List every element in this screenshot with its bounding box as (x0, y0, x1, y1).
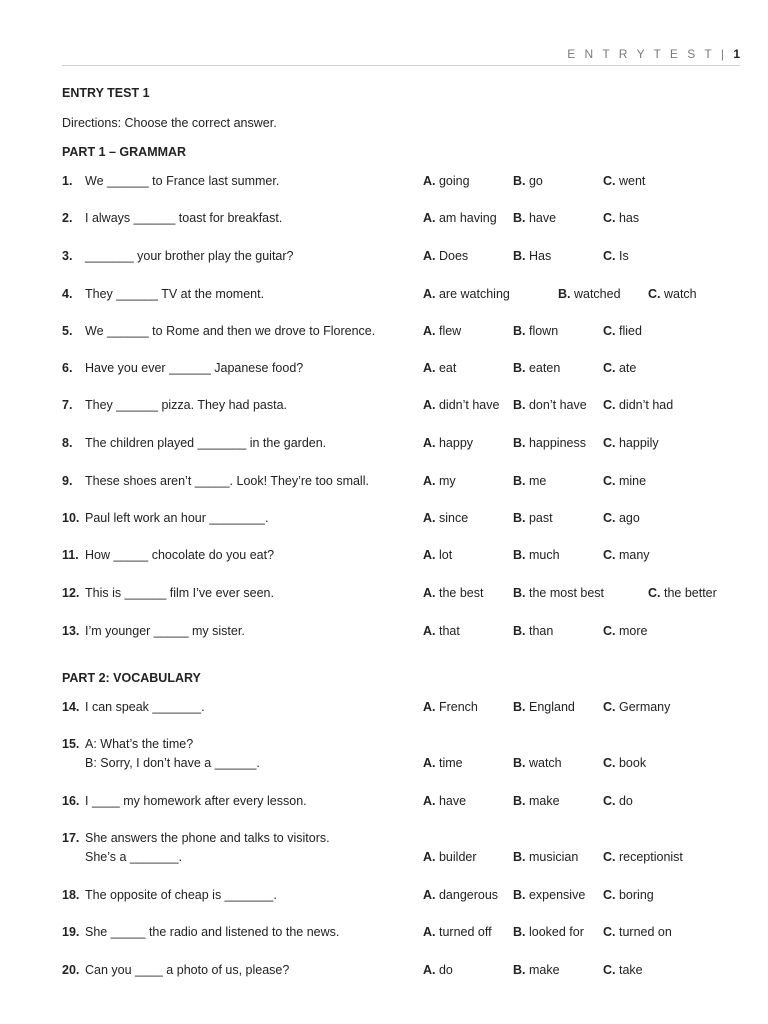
option-b[interactable] (513, 361, 560, 375)
question-item (62, 287, 762, 305)
option-text: happily (618, 436, 659, 450)
option-a[interactable] (423, 211, 497, 225)
option-text: boring (618, 888, 654, 902)
part1-title: PART 1 – GRAMMAR (62, 145, 187, 159)
question-item (62, 794, 762, 812)
option-text: French (438, 700, 478, 714)
option-c[interactable] (603, 211, 639, 225)
question-text: We ______ to Rome and then we drove to Florence. (85, 324, 376, 338)
question-number: 7. (62, 398, 73, 412)
option-b[interactable] (513, 211, 556, 225)
question-item (62, 249, 762, 267)
option-text: turned off (438, 925, 492, 939)
option-letter: A. (423, 436, 436, 450)
option-text: looked for (528, 925, 584, 939)
option-text: the most best (528, 586, 605, 600)
option-a[interactable] (423, 436, 473, 450)
question-number: 11. (62, 548, 79, 562)
question-text: _______ your brother play the guitar? (85, 249, 294, 263)
option-letter: A. (423, 548, 436, 562)
question-item (62, 211, 762, 229)
option-b[interactable] (513, 794, 560, 808)
option-text: do (438, 963, 453, 977)
test-title: ENTRY TEST 1 (62, 86, 150, 100)
option-c[interactable] (603, 436, 659, 450)
option-text: are watching (438, 287, 510, 301)
option-text: expensive (528, 888, 586, 902)
option-a[interactable] (423, 586, 483, 600)
option-text: Does (438, 249, 469, 263)
option-b[interactable] (513, 548, 560, 562)
question-text: I always ______ toast for breakfast. (85, 211, 283, 225)
option-text: didn’t have (438, 398, 500, 412)
option-letter: A. (423, 963, 436, 977)
option-letter: A. (423, 624, 436, 638)
option-b[interactable] (513, 249, 551, 263)
question-item (62, 361, 762, 379)
option-letter: C. (603, 511, 616, 525)
option-text: many (618, 548, 650, 562)
option-letter: A. (423, 925, 436, 939)
option-a[interactable] (423, 925, 492, 939)
option-text: England (528, 700, 575, 714)
question-item (62, 436, 762, 454)
option-letter: B. (513, 888, 526, 902)
option-letter: B. (513, 794, 526, 808)
option-letter: B. (513, 398, 526, 412)
option-letter: C. (603, 398, 616, 412)
option-letter: C. (603, 963, 616, 977)
option-text: make (528, 794, 560, 808)
question-text: We ______ to France last summer. (85, 174, 280, 188)
option-letter: B. (513, 174, 526, 188)
option-letter: B. (558, 287, 571, 301)
option-letter: B. (513, 436, 526, 450)
option-text: went (618, 174, 646, 188)
option-text: mine (618, 474, 647, 488)
question-number: 20. (62, 963, 80, 977)
option-text: happiness (528, 436, 586, 450)
question-item (62, 174, 762, 192)
option-text: the best (438, 586, 484, 600)
option-c[interactable] (603, 624, 647, 638)
option-text: ago (618, 511, 640, 525)
option-a[interactable] (423, 963, 453, 977)
question-text: These shoes aren’t _____. Look! They’re too small. (85, 474, 369, 488)
option-text: me (528, 474, 547, 488)
question-number: 6. (62, 361, 73, 375)
question-item (62, 700, 762, 718)
question-text: I ____ my homework after every lesson. (85, 794, 307, 808)
option-text: watch (528, 756, 562, 770)
option-a[interactable] (423, 249, 468, 263)
option-text: watched (573, 287, 621, 301)
option-b[interactable] (513, 756, 562, 770)
option-letter: B. (513, 850, 526, 864)
option-text: have (528, 211, 557, 225)
question-text-line2: She’s a _______. (85, 850, 183, 864)
question-item (62, 586, 762, 604)
question-text: I’m younger _____ my sister. (85, 624, 245, 638)
option-letter: B. (513, 586, 526, 600)
option-text: has (618, 211, 640, 225)
question-text: Can you ____ a photo of us, please? (85, 963, 290, 977)
question-item (62, 624, 762, 642)
option-b[interactable] (513, 398, 587, 412)
option-letter: A. (423, 211, 436, 225)
option-b[interactable] (513, 925, 584, 939)
option-letter: C. (603, 474, 616, 488)
option-text: make (528, 963, 560, 977)
option-b[interactable] (513, 700, 575, 714)
option-text: take (618, 963, 643, 977)
option-letter: A. (423, 511, 436, 525)
option-a[interactable] (423, 361, 456, 375)
question-item (62, 888, 762, 906)
option-b[interactable] (558, 287, 621, 301)
option-letter: C. (603, 850, 616, 864)
option-text: my (438, 474, 456, 488)
option-text: do (618, 794, 633, 808)
option-text: time (438, 756, 463, 770)
question-text: The opposite of cheap is _______. (85, 888, 277, 902)
option-text: lot (438, 548, 453, 562)
option-text: Is (618, 249, 629, 263)
question-item (62, 398, 762, 416)
option-a[interactable] (423, 850, 477, 864)
question-item (62, 324, 762, 342)
option-letter: B. (513, 249, 526, 263)
option-c[interactable] (603, 249, 629, 263)
option-letter: B. (513, 925, 526, 939)
question-text: The children played _______ in the garden. (85, 436, 327, 450)
option-c[interactable] (603, 700, 670, 714)
option-letter: C. (603, 794, 616, 808)
option-a[interactable] (423, 700, 478, 714)
question-item (62, 831, 762, 864)
option-text: builder (438, 850, 477, 864)
option-text: ate (618, 361, 637, 375)
option-b[interactable] (513, 586, 604, 600)
question-item (62, 511, 762, 529)
question-number: 4. (62, 287, 73, 301)
option-a[interactable] (423, 511, 468, 525)
option-letter: A. (423, 398, 436, 412)
option-text: eaten (528, 361, 561, 375)
option-text: watch (663, 287, 697, 301)
option-letter: B. (513, 700, 526, 714)
header-title: E N T R Y T E S T (567, 47, 715, 61)
question-number: 9. (62, 474, 73, 488)
option-letter: C. (603, 436, 616, 450)
option-c[interactable] (603, 925, 672, 939)
option-text: past (528, 511, 553, 525)
option-b[interactable] (513, 174, 543, 188)
option-text: dangerous (438, 888, 499, 902)
option-letter: C. (603, 888, 616, 902)
question-number: 1. (62, 174, 73, 188)
option-a[interactable] (423, 624, 460, 638)
option-letter: B. (513, 211, 526, 225)
option-letter: A. (423, 174, 436, 188)
option-c[interactable] (603, 756, 646, 770)
question-number: 12. (62, 586, 80, 600)
question-number: 16. (62, 794, 80, 808)
option-letter: A. (423, 700, 436, 714)
option-b[interactable] (513, 888, 585, 902)
question-item (62, 963, 762, 981)
option-a[interactable] (423, 287, 510, 301)
option-letter: C. (603, 324, 616, 338)
option-a[interactable] (423, 174, 470, 188)
option-letter: C. (603, 624, 616, 638)
question-number: 13. (62, 624, 80, 638)
option-letter: C. (603, 548, 616, 562)
option-text: than (528, 624, 554, 638)
option-text: go (528, 174, 543, 188)
option-text: Has (528, 249, 552, 263)
option-c[interactable] (648, 586, 717, 600)
option-letter: B. (513, 361, 526, 375)
option-text: receptionist (618, 850, 683, 864)
option-letter: C. (603, 211, 616, 225)
question-text: A: What’s the time? (85, 737, 194, 751)
option-text: book (618, 756, 647, 770)
option-letter: B. (513, 511, 526, 525)
option-letter: C. (603, 249, 616, 263)
header-divider (62, 65, 740, 66)
question-text: They ______ pizza. They had pasta. (85, 398, 287, 412)
question-number: 19. (62, 925, 80, 939)
option-letter: A. (423, 586, 436, 600)
option-c[interactable] (603, 398, 673, 412)
option-text: the better (663, 586, 717, 600)
option-letter: B. (513, 324, 526, 338)
option-letter: B. (513, 624, 526, 638)
question-text: Have you ever ______ Japanese food? (85, 361, 304, 375)
question-text: I can speak _______. (85, 700, 205, 714)
option-letter: C. (603, 925, 616, 939)
option-letter: A. (423, 794, 436, 808)
option-a[interactable] (423, 548, 452, 562)
option-letter: A. (423, 287, 436, 301)
page-number: 1 (733, 47, 740, 61)
option-c[interactable] (648, 287, 697, 301)
option-text: don’t have (528, 398, 587, 412)
option-c[interactable] (603, 511, 640, 525)
option-text: flew (438, 324, 462, 338)
option-text: going (438, 174, 470, 188)
option-c[interactable] (603, 888, 654, 902)
question-number: 14. (62, 700, 80, 714)
option-letter: B. (513, 474, 526, 488)
option-c[interactable] (603, 361, 636, 375)
option-text: didn’t had (618, 398, 674, 412)
option-letter: A. (423, 850, 436, 864)
option-letter: C. (648, 287, 661, 301)
question-number: 8. (62, 436, 73, 450)
option-c[interactable] (603, 548, 650, 562)
option-b[interactable] (513, 963, 560, 977)
option-c[interactable] (603, 324, 642, 338)
option-text: more (618, 624, 648, 638)
part2-title: PART 2: VOCABULARY (62, 671, 201, 685)
question-number: 15. (62, 737, 80, 751)
option-b[interactable] (513, 474, 546, 488)
question-number: 18. (62, 888, 80, 902)
option-letter: C. (603, 700, 616, 714)
question-text-line2: B: Sorry, I don’t have a ______. (85, 756, 260, 770)
option-text: musician (528, 850, 579, 864)
option-c[interactable] (603, 963, 643, 977)
option-letter: C. (603, 361, 616, 375)
option-a[interactable] (423, 324, 461, 338)
option-letter: C. (603, 756, 616, 770)
question-text: She _____ the radio and listened to the news. (85, 925, 340, 939)
option-b[interactable] (513, 324, 558, 338)
question-item (62, 925, 762, 943)
option-text: flown (528, 324, 559, 338)
option-text: that (438, 624, 460, 638)
directions: Directions: Choose the correct answer. (62, 116, 277, 130)
option-letter: B. (513, 963, 526, 977)
option-a[interactable] (423, 888, 498, 902)
option-a[interactable] (423, 398, 499, 412)
option-a[interactable] (423, 756, 463, 770)
question-number: 5. (62, 324, 73, 338)
option-c[interactable] (603, 174, 645, 188)
option-b[interactable] (513, 511, 553, 525)
option-text: much (528, 548, 560, 562)
option-text: Germany (618, 700, 671, 714)
question-number: 10. (62, 511, 80, 525)
question-number: 2. (62, 211, 73, 225)
option-text: turned on (618, 925, 672, 939)
option-text: have (438, 794, 467, 808)
question-text: They ______ TV at the moment. (85, 287, 265, 301)
question-text: This is ______ film I’ve ever seen. (85, 586, 274, 600)
option-letter: A. (423, 361, 436, 375)
option-letter: B. (513, 548, 526, 562)
option-text: eat (438, 361, 457, 375)
question-number: 3. (62, 249, 73, 263)
option-letter: A. (423, 474, 436, 488)
header-separator: | (720, 47, 727, 61)
option-text: happy (438, 436, 474, 450)
option-b[interactable] (513, 850, 578, 864)
option-b[interactable] (513, 624, 553, 638)
option-c[interactable] (603, 794, 633, 808)
page-header (567, 47, 740, 61)
option-a[interactable] (423, 794, 466, 808)
option-c[interactable] (603, 474, 646, 488)
option-letter: A. (423, 756, 436, 770)
option-letter: A. (423, 249, 436, 263)
question-text: She answers the phone and talks to visitors. (85, 831, 330, 845)
question-item (62, 548, 762, 566)
option-letter: B. (513, 756, 526, 770)
option-letter: C. (648, 586, 661, 600)
question-number: 17. (62, 831, 80, 845)
option-b[interactable] (513, 436, 586, 450)
question-item (62, 474, 762, 492)
question-item (62, 737, 762, 770)
option-a[interactable] (423, 474, 456, 488)
option-text: since (438, 511, 469, 525)
option-letter: A. (423, 888, 436, 902)
option-letter: A. (423, 324, 436, 338)
option-c[interactable] (603, 850, 683, 864)
option-letter: C. (603, 174, 616, 188)
option-text: am having (438, 211, 497, 225)
option-text: flied (618, 324, 642, 338)
question-text: Paul left work an hour ________. (85, 511, 269, 525)
question-text: How _____ chocolate do you eat? (85, 548, 275, 562)
